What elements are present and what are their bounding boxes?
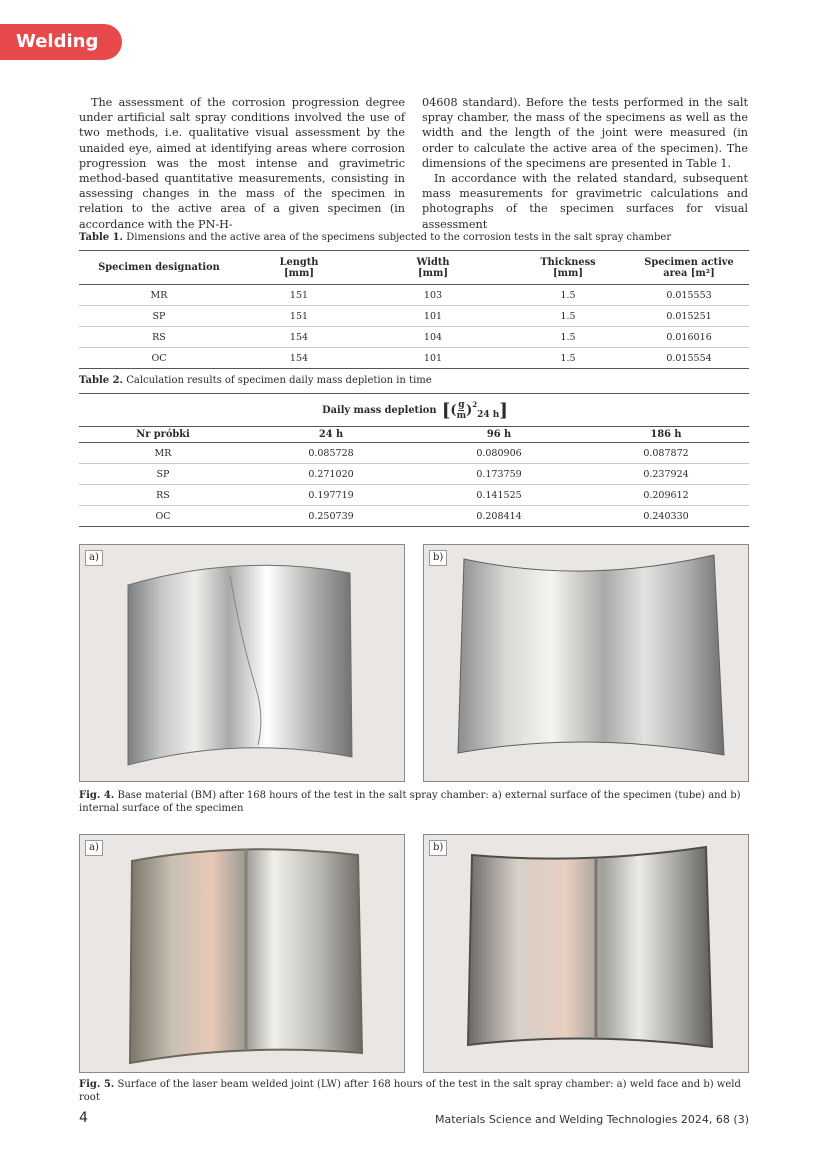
fig5-caption-text: Surface of the laser beam welded joint (LW) after 168 hours of the test in the salt spray chamber: a) weld face and b) weld root xyxy=(79,1079,741,1103)
table-cell: 1.5 xyxy=(507,327,629,348)
table-row xyxy=(79,443,749,464)
fig5a-photo xyxy=(79,834,405,1073)
photo-label: a) xyxy=(85,840,103,856)
table2-header: 186 h xyxy=(650,429,682,440)
fig4-label: Fig. 4. xyxy=(79,790,115,801)
table-cell: 0.015251 xyxy=(629,306,749,327)
table-cell: 101 xyxy=(359,306,507,327)
table-cell: 151 xyxy=(239,285,359,306)
body-column-left xyxy=(79,95,405,232)
fig4a-photo xyxy=(79,544,405,782)
table-row xyxy=(79,464,749,485)
table1-header: Length [mm] xyxy=(279,256,319,279)
body-column-right xyxy=(422,95,748,232)
table-cell: 103 xyxy=(359,285,507,306)
table-cell: 1.5 xyxy=(560,352,576,364)
table2-caption-text: Calculation results of specimen daily mass depletion in time xyxy=(123,375,432,386)
table-row xyxy=(79,306,749,327)
fig4-caption-text: Base material (BM) after 168 hours of the test in the salt spray chamber: a) external surface of the specimen (tube) and b) internal surface of the specimen xyxy=(79,790,741,814)
table-cell: 104 xyxy=(359,327,507,348)
table2-label: Table 2. xyxy=(79,375,124,386)
photo-label: b) xyxy=(429,840,447,856)
table2-header: 24 h xyxy=(318,429,344,440)
table-cell: 151 xyxy=(239,306,359,327)
table-cell: SP xyxy=(79,306,239,327)
paragraph: The assessment of the corrosion progression degree under artificial salt spray conditions involved the use of two methods, i.e. qualitative visual assessment by the unaided eye, aimed at identifying areas where corrosion progression was the most intense and gravimetric method-based quantitative measurements, consisting in assessing changes in the mass of the specimen in relation to the active area of a given specimen (in accordance with the PN-H- xyxy=(79,96,405,231)
table1-header: Specimen active area [m²] xyxy=(644,256,734,279)
photo-label: a) xyxy=(85,550,103,566)
table1-label: Table 1. xyxy=(79,232,124,243)
table2-superheader xyxy=(247,394,583,427)
table2-superheader-row xyxy=(79,394,749,427)
table2-header-row xyxy=(79,427,749,443)
page-number: 4 xyxy=(79,1110,88,1126)
table-row xyxy=(79,327,749,348)
table-cell: 0.250739 xyxy=(308,510,354,522)
unit-expression: [ ( g m ) $^2$ 24 h ] xyxy=(441,399,508,421)
table-cell: OC xyxy=(155,510,171,522)
table2-superheader-text: Daily mass depletion xyxy=(322,404,437,416)
table-row xyxy=(79,506,749,527)
table2 xyxy=(79,393,749,527)
fig4-caption xyxy=(79,789,749,815)
table-cell: 0.173759 xyxy=(415,464,583,485)
table1-caption-text: Dimensions and the active area of the specimens subjected to the corrosion tests in the salt spray chamber xyxy=(123,232,672,243)
table-cell: 0.240330 xyxy=(643,510,689,522)
table-cell: 0.080906 xyxy=(415,443,583,464)
table-cell: RS xyxy=(79,485,247,506)
table-row xyxy=(79,348,749,369)
table-cell: 0.237924 xyxy=(583,464,749,485)
table1-header: Thickness [mm] xyxy=(540,256,596,279)
table-cell: MR xyxy=(79,443,247,464)
section-badge: Welding xyxy=(0,24,122,60)
paragraph: 04608 standard). Before the tests performed in the salt spray chamber, the mass of the specimens as well as the width and the length of the joint were measured (in order to calculate the active area of the specimen). The dimensions of the specimens are presented in Table 1. xyxy=(422,96,748,170)
table-cell: SP xyxy=(79,464,247,485)
table-cell: 0.208414 xyxy=(476,510,522,522)
journal-footer: Materials Science and Welding Technologies 2024, 68 (3) xyxy=(434,1113,749,1126)
table-cell: 0.087872 xyxy=(583,443,749,464)
table-cell: OC xyxy=(151,352,167,364)
table1-header: Width [mm] xyxy=(416,256,450,279)
fig5b-photo xyxy=(423,834,749,1073)
table-cell: MR xyxy=(79,285,239,306)
table-cell: 0.209612 xyxy=(583,485,749,506)
table1-caption xyxy=(79,231,749,244)
table1-header: Specimen designation xyxy=(98,262,220,273)
table-cell: 0.015553 xyxy=(629,285,749,306)
table-row xyxy=(79,285,749,306)
table2-caption xyxy=(79,374,749,387)
table-cell: RS xyxy=(79,327,239,348)
table2-header: 96 h xyxy=(486,429,512,440)
table-cell: 101 xyxy=(423,352,443,364)
table-cell: 154 xyxy=(289,352,309,364)
paragraph: In accordance with the related standard, subsequent mass measurements for gravimetric calculations and photographs of the specimen surfaces for visual assessment xyxy=(422,172,748,231)
table-cell: 0.085728 xyxy=(247,443,415,464)
fig5-caption xyxy=(79,1078,749,1104)
table-cell: 0.141525 xyxy=(415,485,583,506)
table-cell: 0.016016 xyxy=(629,327,749,348)
table-cell: 0.271020 xyxy=(247,464,415,485)
table1-header-row xyxy=(79,251,749,285)
table2-header: Nr próbki xyxy=(136,429,190,440)
table-cell: 1.5 xyxy=(507,285,629,306)
table-cell: 1.5 xyxy=(507,306,629,327)
table1 xyxy=(79,250,749,369)
fig4b-photo xyxy=(423,544,749,782)
table-cell: 0.197719 xyxy=(247,485,415,506)
fig5-label: Fig. 5. xyxy=(79,1079,115,1090)
photo-label: b) xyxy=(429,550,447,566)
table-cell: 154 xyxy=(239,327,359,348)
table-row xyxy=(79,485,749,506)
table-cell: 0.015554 xyxy=(666,352,712,364)
